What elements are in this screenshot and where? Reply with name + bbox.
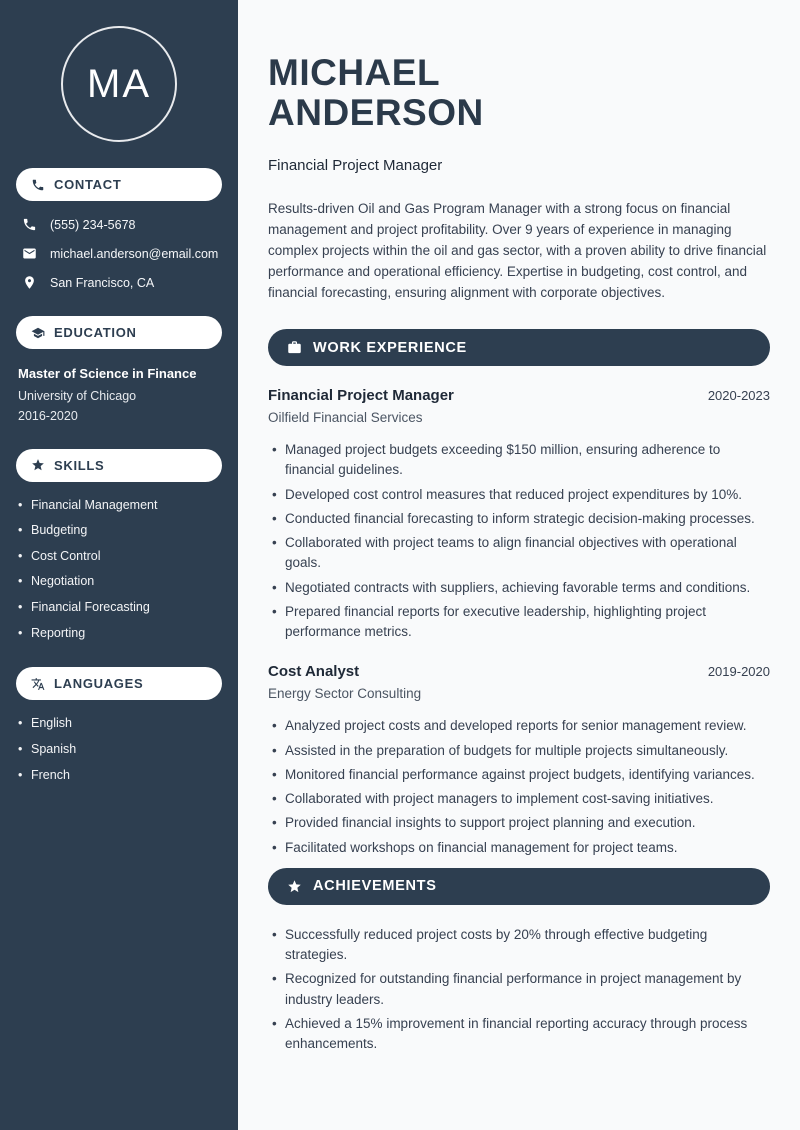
education-school: University of Chicago — [18, 388, 137, 403]
job-company: Oilfield Financial Services — [268, 410, 423, 426]
education-block — [0, 365, 238, 423]
job-header — [268, 387, 770, 404]
languages-list — [0, 716, 238, 783]
star-icon — [31, 458, 45, 472]
summary-paragraph: Results-driven Oil and Gas Program Manager with a strong focus on financial management and project profitability. Over 9 years of experience in managing complex projects within the oil and gas sector, with a proven ability to drive financial performance and operational efficiency. Expertise in budgeting, cost control, and financial forecasting, ensuring alignment with corporate objectives. — [268, 201, 767, 301]
job-section — [268, 387, 770, 642]
job-company: Energy Sector Consulting — [268, 686, 422, 702]
contact-location-row — [0, 275, 238, 290]
achievements-list — [268, 925, 770, 1055]
job-bullet: • Collaborated with project teams to align financial objectives with operational goals. — [268, 533, 770, 574]
skills-section-header — [16, 449, 222, 482]
star-icon — [287, 879, 302, 894]
job-title: Cost Analyst — [268, 663, 360, 681]
job-bullet: • Prepared financial reports for executive leadership, highlighting project performance metrics. — [268, 602, 770, 643]
job-dates: 2019-2020 — [707, 664, 770, 680]
job-bullet: • Assisted in the preparation of budgets for multiple projects simultaneously. — [268, 741, 770, 761]
email-icon — [22, 246, 37, 261]
job-bullet: • Facilitated workshops on financial management for project teams. — [268, 838, 770, 858]
job-bullet: • Analyzed project costs and developed reports for senior management review. — [268, 716, 770, 736]
work-experience-banner — [268, 329, 770, 366]
languages-section-header — [16, 667, 222, 700]
language-item: • Spanish — [18, 742, 220, 758]
job-bullet-list — [268, 716, 770, 858]
job-title: Financial Project Manager — [268, 387, 454, 405]
avatar-initials: MA — [87, 61, 151, 106]
resume-main — [238, 0, 800, 1130]
headline-job-title: Financial Project Manager — [268, 157, 443, 175]
job-bullet-list — [268, 440, 770, 642]
contact-phone-row — [0, 217, 238, 232]
first-name: MICHAEL — [268, 51, 441, 93]
education-section-header — [16, 316, 222, 349]
achievement-bullet: • Achieved a 15% improvement in financial reporting accuracy through process enhancements. — [268, 1014, 770, 1055]
skill-item: • Cost Control — [18, 549, 220, 565]
language-item: • French — [18, 768, 220, 784]
skill-item: • Financial Management — [18, 498, 220, 514]
job-bullet: • Monitored financial performance against project budgets, identifying variances. — [268, 765, 770, 785]
language-item: • English — [18, 716, 220, 732]
last-name: ANDERSON — [268, 91, 484, 133]
contact-location-value: San Francisco, CA — [50, 275, 155, 290]
education-section-title: EDUCATION — [54, 325, 137, 340]
skill-item: • Financial Forecasting — [18, 600, 220, 616]
work-experience-title: WORK EXPERIENCE — [313, 339, 467, 356]
graduation-cap-icon — [31, 326, 45, 340]
contact-phone-value: (555) 234-5678 — [50, 217, 136, 232]
person-name — [268, 53, 770, 133]
contact-section-title: CONTACT — [54, 177, 122, 192]
translate-icon — [31, 677, 45, 691]
skill-item: • Negotiation — [18, 574, 220, 590]
phone-icon — [22, 217, 37, 232]
location-pin-icon — [22, 275, 37, 290]
achievement-bullet: • Recognized for outstanding financial performance in project management by industry leaders. — [268, 969, 770, 1010]
job-dates: 2020-2023 — [707, 388, 770, 404]
job-bullet: • Negotiated contracts with suppliers, achieving favorable terms and conditions. — [268, 578, 770, 598]
skills-list — [0, 498, 238, 642]
achievement-bullet: • Successfully reduced project costs by 20% through effective budgeting strategies. — [268, 925, 770, 966]
phone-icon — [31, 178, 45, 192]
avatar — [61, 26, 177, 142]
languages-section-title: LANGUAGES — [54, 676, 144, 692]
job-bullet: • Conducted financial forecasting to inform strategic decision-making processes. — [268, 509, 770, 529]
job-section — [268, 663, 770, 858]
education-years: 2016-2020 — [18, 408, 78, 423]
contact-email-row — [0, 246, 238, 261]
job-bullet: • Collaborated with project managers to implement cost-saving initiatives. — [268, 789, 770, 809]
job-header — [268, 663, 770, 680]
skill-item: • Budgeting — [18, 523, 220, 539]
skills-section-title: SKILLS — [54, 457, 105, 473]
job-bullet: • Managed project budgets exceeding $150 million, ensuring adherence to financial guidelines. — [268, 440, 770, 481]
contact-section-header — [16, 168, 222, 201]
skill-item: • Reporting — [18, 626, 220, 642]
education-degree: Master of Science in Finance — [18, 366, 197, 381]
contact-email-value: michael.anderson@email.com — [50, 246, 219, 261]
achievements-banner — [268, 868, 770, 905]
achievements-title: ACHIEVEMENTS — [313, 878, 437, 895]
briefcase-icon — [287, 340, 302, 355]
job-bullet: • Provided financial insights to support project planning and execution. — [268, 813, 770, 833]
job-bullet: • Developed cost control measures that reduced project expenditures by 10%. — [268, 485, 770, 505]
sidebar — [0, 0, 238, 1130]
